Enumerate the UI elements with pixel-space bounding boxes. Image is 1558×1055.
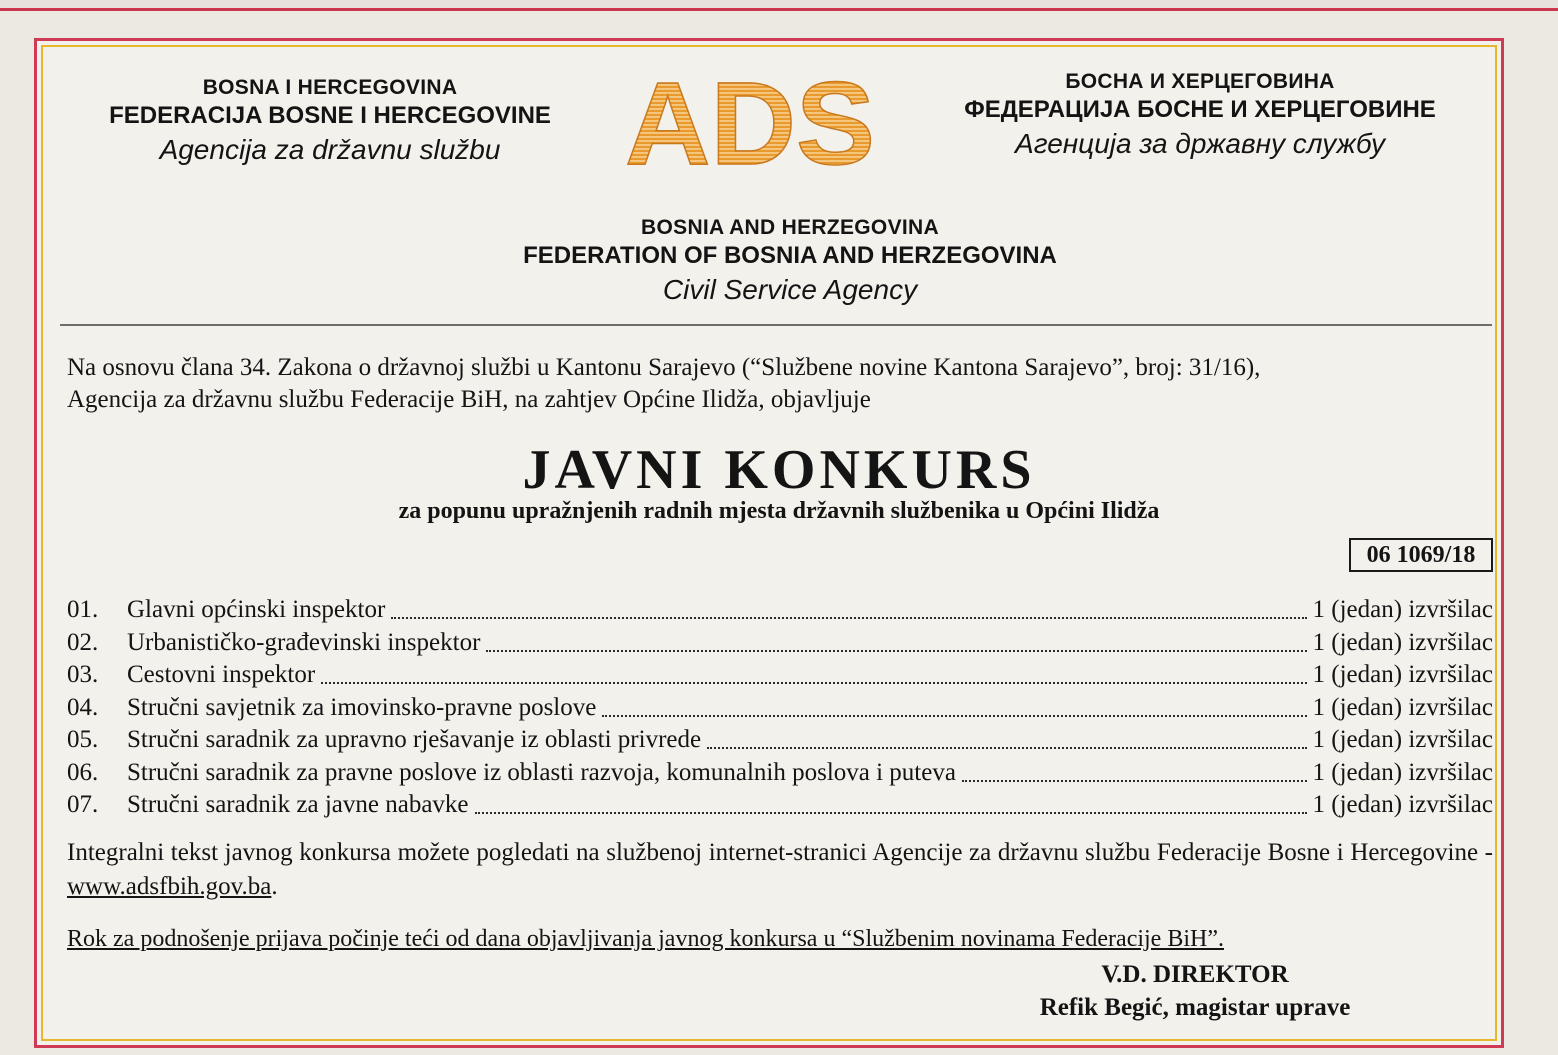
dot-leader <box>707 747 1306 749</box>
position-title: Stručni saradnik za pravne poslove iz oblasti razvoja, komunalnih poslova i puteva <box>127 758 956 786</box>
position-count: 1 (jedan) izvršilac <box>1312 693 1493 721</box>
header-english-federation: FEDERATION OF BOSNIA AND HERZEGOVINA <box>523 242 1057 269</box>
position-number: 07. <box>67 791 99 818</box>
position-number: 01. <box>67 596 99 623</box>
signature-name: Refik Begić, magistar uprave <box>1039 994 1351 1021</box>
website-link[interactable]: www.adsfbih.gov.ba <box>67 873 272 900</box>
header-divider <box>60 324 1492 326</box>
dot-leader <box>321 682 1306 684</box>
position-title: Stručni saradnik za upravno rješavanje iz oblasti privrede <box>127 726 702 753</box>
website-note <box>67 836 1493 904</box>
position-count: 1 (jedan) izvršilac <box>1312 596 1493 623</box>
header-cyrillic-federation: ФЕДЕРАЦИЈА БОСНЕ И ХЕРЦЕГОВИНЕ <box>964 96 1436 123</box>
reference-number-box: 06 1069/18 <box>1349 538 1493 572</box>
position-title: Stručni savjetnik za imovinsko-pravne poslove <box>127 693 597 721</box>
position-row <box>67 724 1493 757</box>
previous-ad-border <box>0 0 1558 11</box>
position-count: 1 (jedan) izvršilac <box>1312 628 1493 656</box>
position-row <box>67 594 1493 627</box>
position-number: 06. <box>67 758 99 786</box>
position-row <box>67 659 1493 692</box>
position-row <box>67 789 1493 822</box>
position-count: 1 (jedan) izvršilac <box>1312 758 1493 786</box>
position-number: 02. <box>67 628 99 656</box>
header-cyrillic-country: БОСНА И ХЕРЦЕГОВИНА <box>1065 70 1335 93</box>
dot-leader <box>475 812 1307 814</box>
header-latin <box>60 76 600 168</box>
position-row <box>67 757 1493 790</box>
header-cyrillic <box>910 70 1490 162</box>
signature-title: V.D. DIREKTOR <box>1101 961 1289 988</box>
intro-paragraph <box>67 352 1497 416</box>
dot-leader <box>962 780 1307 782</box>
header-latin-country: BOSNA I HERCEGOVINA <box>202 76 458 99</box>
ads-logo-text: ADS <box>625 66 875 176</box>
position-title: Cestovni inspektor <box>127 661 316 688</box>
website-note-end: . <box>271 873 278 900</box>
notice-subtitle: za popunu upražnjenih radnih mjesta državnih službenika u Općini Ilidža <box>398 498 1160 524</box>
intro-line-1: Na osnovu člana 34. Zakona o državnoj službi u Kantonu Sarajevo (“Službene novine Kantona Sarajevo”, broj: 31/16), <box>67 354 1261 381</box>
position-number: 05. <box>67 726 99 753</box>
header-cyrillic-agency: Агенција за државну службу <box>1015 128 1385 159</box>
dot-leader <box>486 650 1306 652</box>
position-row <box>67 692 1493 725</box>
header-english <box>430 216 1150 308</box>
dot-leader <box>391 617 1306 619</box>
intro-line-2: Agencija za državnu službu Federacije BiH, na zahtjev Općine Ilidža, objavljuje <box>67 386 871 413</box>
website-note-text: Integralni tekst javnog konkursa možete pogledati na službenoj internet-stranici Agencije za državnu službu Federacije Bosne i Hercegovine - <box>67 839 1493 866</box>
header-english-country: BOSNIA AND HERZEGOVINA <box>641 216 939 239</box>
position-count: 1 (jedan) izvršilac <box>1312 661 1493 688</box>
position-count: 1 (jedan) izvršilac <box>1312 726 1493 753</box>
positions-list <box>67 594 1493 822</box>
deadline-note: Rok za podnošenje prijava počinje teći od dana objavljivanja javnog konkursa u “Službenim novinama Federacije BiH”. <box>67 926 1224 952</box>
header-latin-federation: FEDERACIJA BOSNE I HERCEGOVINE <box>109 102 551 129</box>
dot-leader <box>602 715 1306 717</box>
header-latin-agency: Agencija za državnu službu <box>159 134 501 165</box>
notice-title: JAVNI KONKURS <box>522 439 1036 501</box>
position-row <box>67 627 1493 660</box>
position-count: 1 (jedan) izvršilac <box>1312 791 1493 818</box>
position-number: 03. <box>67 661 99 688</box>
position-number: 04. <box>67 693 99 721</box>
position-title: Stručni saradnik za javne nabavke <box>127 791 469 818</box>
position-title: Urbanističko-građevinski inspektor <box>127 628 481 656</box>
position-title: Glavni općinski inspektor <box>127 596 386 623</box>
ads-logo <box>620 66 880 176</box>
signature-block <box>990 958 1400 1024</box>
header-english-agency: Civil Service Agency <box>662 274 918 305</box>
